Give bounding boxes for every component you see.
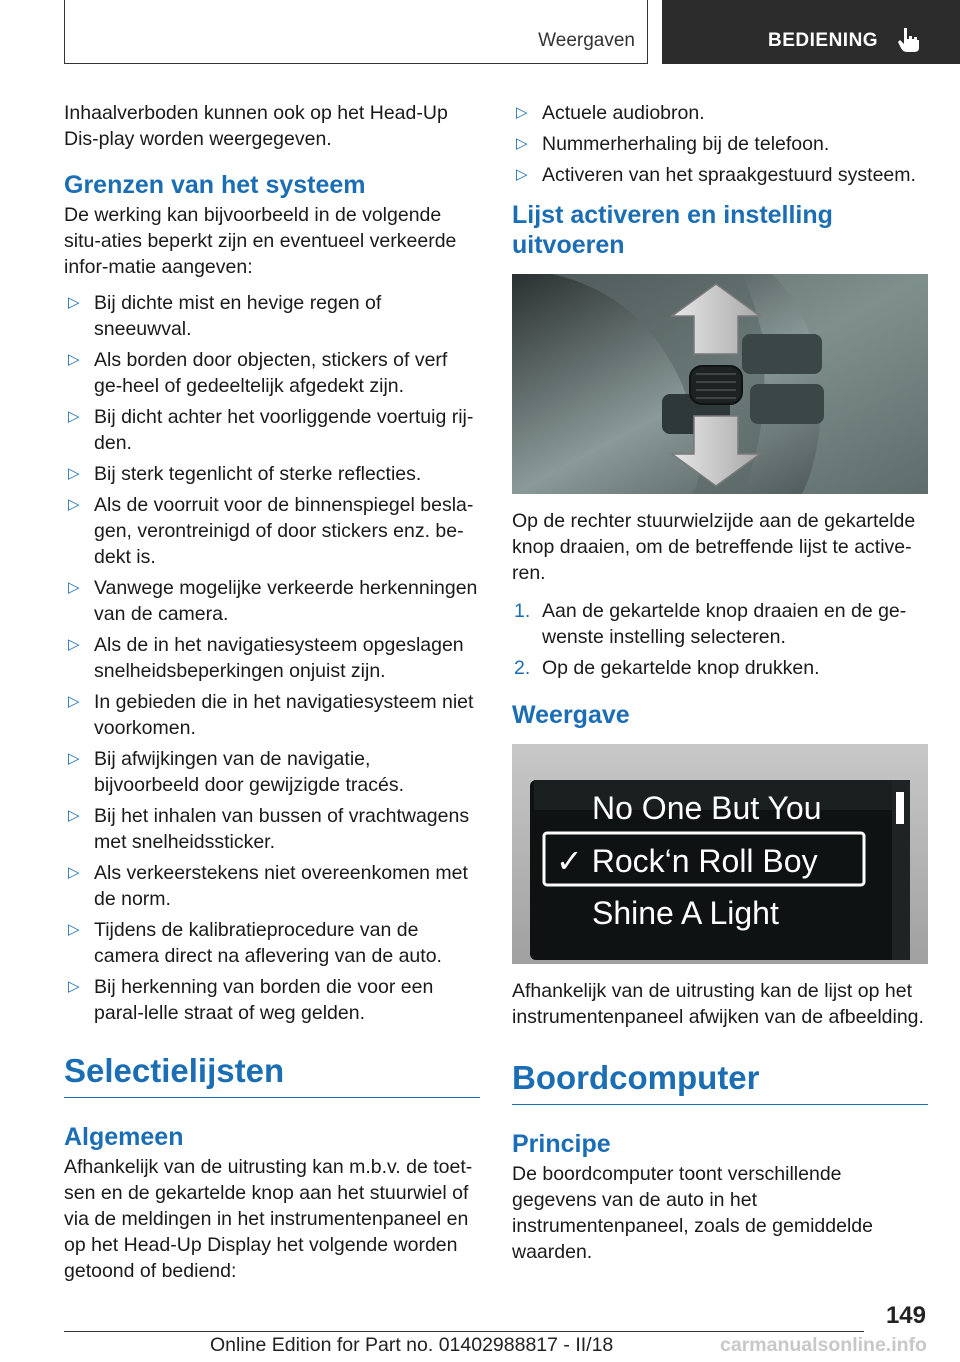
list-item-text: Bij dicht achter het voorliggende voertuig rij-den. [94,406,474,454]
list-item-text: Vanwege mogelijke verkeerde herkenningen van de camera. [94,577,478,625]
list-item [64,974,480,1026]
list-item-text: Activeren van het spraakgestuurd systeem. [542,164,916,186]
heading-activate-list: Lijst activeren en instelling uitvoeren [512,201,833,259]
display-scrollbar-thumb [896,792,904,824]
list-item-text: Als de in het navigatiesysteem opgeslagen snelheidsbeperkingen onjuist zijn. [94,634,464,682]
list-item [64,290,480,342]
chapter-tab [662,0,960,64]
triangle-bullet-icon: ▷ [516,104,528,121]
heading-selection-lists: Selectielijsten [64,1052,285,1089]
shown-items-list [512,100,928,188]
triangle-bullet-icon: ▷ [68,921,80,938]
general-paragraph: Afhankelijk van de uitrusting kan m.b.v. de toet-sen en de gekartelde knop aan het stuurwiel of via de meldingen in het instrumentenpaneel en op het Head-Up Display het volgende worden getoond of bediend: [64,1156,473,1282]
heading-general: Algemeen [64,1123,184,1151]
list-item [64,689,480,741]
list-item [64,917,480,969]
display-item-3: Shine A Light [592,895,779,931]
step-text: Op de gekartelde knop drukken. [542,657,820,679]
heading-principle: Principe [512,1130,611,1158]
step-number: 2. [514,657,531,679]
list-item [64,404,480,456]
footer-watermark: carmanualsonline.info [720,1334,927,1356]
step-number: 1. [514,600,531,622]
step-item [512,655,928,681]
page-number: 149 [885,1302,926,1329]
steering-wheel-image [512,274,928,494]
list-item-text: Als de voorruit voor de binnenspiegel besla-gen, verontreinigd of door stickers enz. be-dekt is. [94,494,474,568]
list-item [64,860,480,912]
right-column [512,100,928,1265]
triangle-bullet-icon: ▷ [68,579,80,596]
knurled-wheel [690,366,742,404]
list-item-text: Actuele audiobron. [542,102,705,124]
triangle-bullet-icon: ▷ [516,166,528,183]
pointing-hand-icon [896,26,922,54]
chapter-title: BEDIENING [768,30,879,51]
triangle-bullet-icon: ▷ [68,978,80,995]
steps-list [512,598,928,681]
list-item [512,162,928,188]
triangle-bullet-icon: ▷ [68,636,80,653]
header-frame [64,0,648,64]
section-title: Weergaven [538,30,635,51]
intro-paragraph: Inhaalverboden kunnen ook op het Head-Up Dis-play worden weergegeven. [64,102,448,150]
triangle-bullet-icon: ▷ [68,351,80,368]
triangle-bullet-icon: ▷ [68,807,80,824]
triangle-bullet-icon: ▷ [68,750,80,767]
list-item-text: Bij dichte mist en hevige regen of sneeuwval. [94,292,382,340]
list-item-text: Bij herkenning van borden die voor een paral-lelle straat of weg gelden. [94,976,434,1024]
list-item [64,746,480,798]
triangle-bullet-icon: ▷ [68,693,80,710]
triangle-bullet-icon: ▷ [68,294,80,311]
list-item-text: Nummerherhaling bij de telefoon. [542,133,830,155]
heading-display: Weergave [512,701,630,729]
list-item-text: Tijdens de kalibratieprocedure van de camera direct na aflevering van de auto. [94,919,442,967]
heading-system-limits: Grenzen van het systeem [64,171,366,199]
triangle-bullet-icon: ▷ [516,135,528,152]
list-item [64,461,480,487]
list-item-text: Bij sterk tegenlicht of sterke reflecties. [94,463,422,485]
triangle-bullet-icon: ▷ [68,864,80,881]
list-item [512,100,928,126]
activate-paragraph: Op de rechter stuurwielzijde aan de gekartelde knop draaien, om de betreffende lijst te active-ren. [512,510,916,584]
left-column [64,100,480,1284]
triangle-bullet-icon: ▷ [68,465,80,482]
footer-rule [64,1331,864,1332]
list-item [512,131,928,157]
instrument-display-image [512,744,928,964]
footer-edition: Online Edition for Part no. 01402988817 - II/18 [210,1334,614,1356]
list-item-text: In gebieden die in het navigatiesysteem niet voorkomen. [94,691,474,739]
limits-paragraph: De werking kan bijvoorbeeld in de volgende situ-aties beperkt zijn en eventueel verkeerde infor-matie aangeven: [64,204,457,278]
list-item-text: Als borden door objecten, stickers of verf ge-heel of gedeeltelijk afgedekt zijn. [94,349,448,397]
heading-board-computer: Boordcomputer [512,1059,760,1096]
list-item-text: Bij het inhalen van bussen of vrachtwagens met snelheidssticker. [94,805,470,853]
step-text: Aan de gekartelde knop draaien en de ge-wenste instelling selecteren. [542,600,907,648]
display-paragraph: Afhankelijk van de uitrusting kan de lijst op het instrumentenpaneel afwijken van de afbeelding. [512,980,924,1028]
list-item [64,347,480,399]
list-item [64,803,480,855]
triangle-bullet-icon: ▷ [68,496,80,513]
list-item-text: Als verkeerstekens niet overeenkomen met de norm. [94,862,468,910]
display-item-2: ✓ Rock‘n Roll Boy [556,843,818,879]
list-item-text: Bij afwijkingen van de navigatie, bijvoorbeeld door gewijzigde tracés. [94,748,405,796]
principle-paragraph: De boordcomputer toont verschillende gegevens van de auto in het instrumentenpaneel, zoals de gemiddelde waarden. [512,1163,873,1263]
display-item-1: No One But You [592,790,822,826]
triangle-bullet-icon: ▷ [68,408,80,425]
list-item [64,575,480,627]
list-item [64,492,480,570]
list-item [64,632,480,684]
step-item [512,598,928,650]
limits-list [64,290,480,1026]
